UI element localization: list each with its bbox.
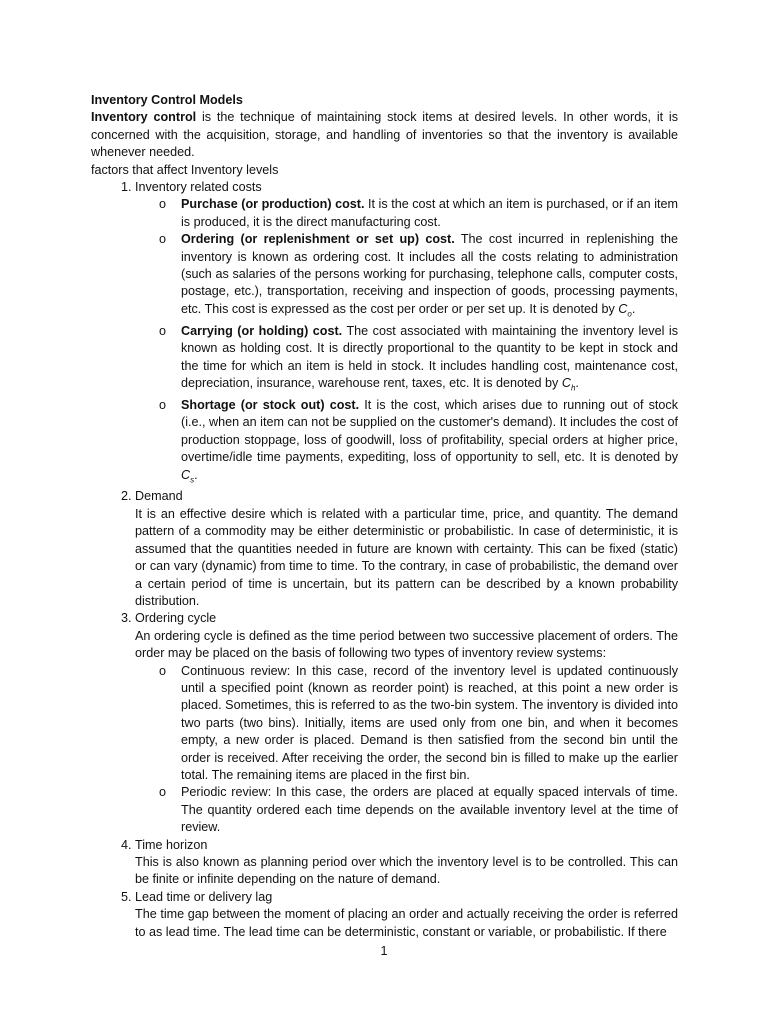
symbol-cs: $C_s$ [181, 467, 195, 485]
symbol-ch: $C_h$ [561, 376, 576, 393]
section-body: An ordering cycle is defined as the time period between two successive placement of orders. The order may be placed on the basis of following two types of inventory review systems: [135, 628, 678, 661]
intro-paragraph [91, 109, 678, 161]
factors-list [91, 179, 678, 941]
review-bullets [135, 663, 678, 837]
list-item-inventory-costs [135, 179, 678, 488]
section-heading: Ordering cycle [135, 611, 217, 626]
cost-bullets [135, 196, 678, 488]
bullet-text: It is the cost, which arises due to running out of stock (i.e., when an item can not be supplied on the customer's demand). It includes the cost of production stoppage, loss of goodwill, loss of profitability, special orders at higher price, overtime/idle time payments, expediting, loss of opportunity to sell, etc. It is denoted by [181, 397, 679, 465]
section-heading: Lead time or delivery lag [135, 889, 273, 904]
bullet-continuous-review: o Continuous review: In this case, record of the inventory level is updated continuously until a specified point (known as reorder point) is reached, at this point a new order is placed. Sometimes, this is referred to as the two-bin system. The inventory is divided into two parts (two bins). Initially, items are used only from one bin, and when it becomes empty, a new order is placed. Demand is then satisfied from the second bin until the order is received. After receiving the order, the second bin is filled to make up the earlier total. The remaining items are placed in the first bin. [181, 663, 678, 785]
section-body: The time gap between the moment of placing an order and actually receiving the order is referred to as lead time. The lead time can be deterministic, constant or variable, or probabilistic. If there [135, 907, 678, 939]
bullet-term: Ordering (or replenishment or set up) cost. [181, 232, 455, 247]
section-body: This is also known as planning period over which the inventory level is to be controlled. This can be finite or infinite depending on the nature of demand. [135, 855, 678, 887]
list-item-ordering-cycle [135, 610, 678, 836]
bullet-shortage-cost: o Shortage (or stock out) cost. It is the cost, which arises due to running out of stock (i.e., when an item can not be supplied on the customer's demand). It includes the cost of production stoppage, loss of goodwill, loss of profitability, special orders at higher price, overtime/idle time payments, expediting, loss of opportunity to sell, etc. It is denoted by $C_s$. [181, 397, 678, 489]
bullet-text: The cost associated with maintaining the inventory level is known as holding cost. It is directly proportional to the quantity to be kept in stock and the time for which an item is held in stock. It includes handling cost, maintenance cost, depreciation, insurance, warehouse rent, taxes, etc. It is denoted by [181, 323, 678, 391]
bullet-ordering-cost: o Ordering (or replenishment or set up) cost. The cost incurred in replenishing the inventory is known as ordering cost. It includes all the costs relating to administration (such as salaries of the persons working for purchasing, telephone calls, computer costs, postage, etc.), transportation, receiving and inspection of goods, processing payments, etc. This cost is expressed as the cost per order or per set up. It is denoted by $C_o$. [181, 231, 678, 323]
bullet-term: Shortage (or stock out) cost. [181, 397, 360, 412]
bullet-term: Carrying (or holding) cost. [181, 323, 343, 338]
list-item-time-horizon [135, 837, 678, 889]
page-number: 1 [380, 944, 388, 958]
list-item-lead-time [135, 889, 678, 941]
section-heading: Time horizon [135, 837, 208, 852]
document-title: Inventory Control Models [91, 93, 243, 107]
symbol-co: $C_o$ [618, 301, 632, 319]
bullet-text: It is the cost at which an item is purchased, or if an item is produced, it is the direct manufacturing cost. [181, 197, 678, 229]
document-page [91, 92, 678, 941]
bullet-text: The cost incurred in replenishing the inventory is known as ordering cost. It includes all the costs relating to administration (such as salaries of the persons working for purchasing, telephone calls, computer costs, postage, etc.), transportation, receiving and inspection of goods, processing payments, etc. This cost is expressed as the cost per order or per set up. It is denoted by [181, 232, 678, 316]
bullet-periodic-review: o Periodic review: In this case, the orders are placed at equally spaced intervals of time. The quantity ordered each time depends on the available inventory level at the time of review. [181, 784, 678, 836]
factors-heading: factors that affect Inventory levels [91, 162, 279, 177]
intro-term: Inventory control [91, 110, 197, 125]
list-item-demand [135, 488, 678, 610]
section-heading: Demand [135, 489, 183, 504]
intro-text: is the technique of maintaining stock items at desired levels. In other words, it is concerned with the acquisition, storage, and handling of inventories so that the inventory is available whenever needed. [91, 110, 679, 160]
bullet-carrying-cost: o Carrying (or holding) cost. The cost associated with maintaining the inventory level is known as holding cost. It is directly proportional to the quantity to be kept in stock and the time for which an item is held in stock. It includes handling cost, maintenance cost, depreciation, insurance, warehouse rent, taxes, etc. It is denoted by $C_h$. [181, 323, 678, 397]
bullet-term: Purchase (or production) cost. [181, 197, 365, 212]
bullet-purchase-cost [181, 196, 678, 231]
section-heading: Inventory related costs [135, 180, 262, 195]
section-body: It is an effective desire which is related with a particular time, price, and quantity. The demand pattern of a commodity may be either deterministic or probabilistic. In case of deterministic, it is assumed that the quantities needed in future are known with certainty. This can be fixed (static) or can vary (dynamic) from time to time. To the contrary, in case of probabilistic, the demand over a certain period of time is uncertain, but its pattern can be described by a known probability distribution. [135, 506, 678, 608]
